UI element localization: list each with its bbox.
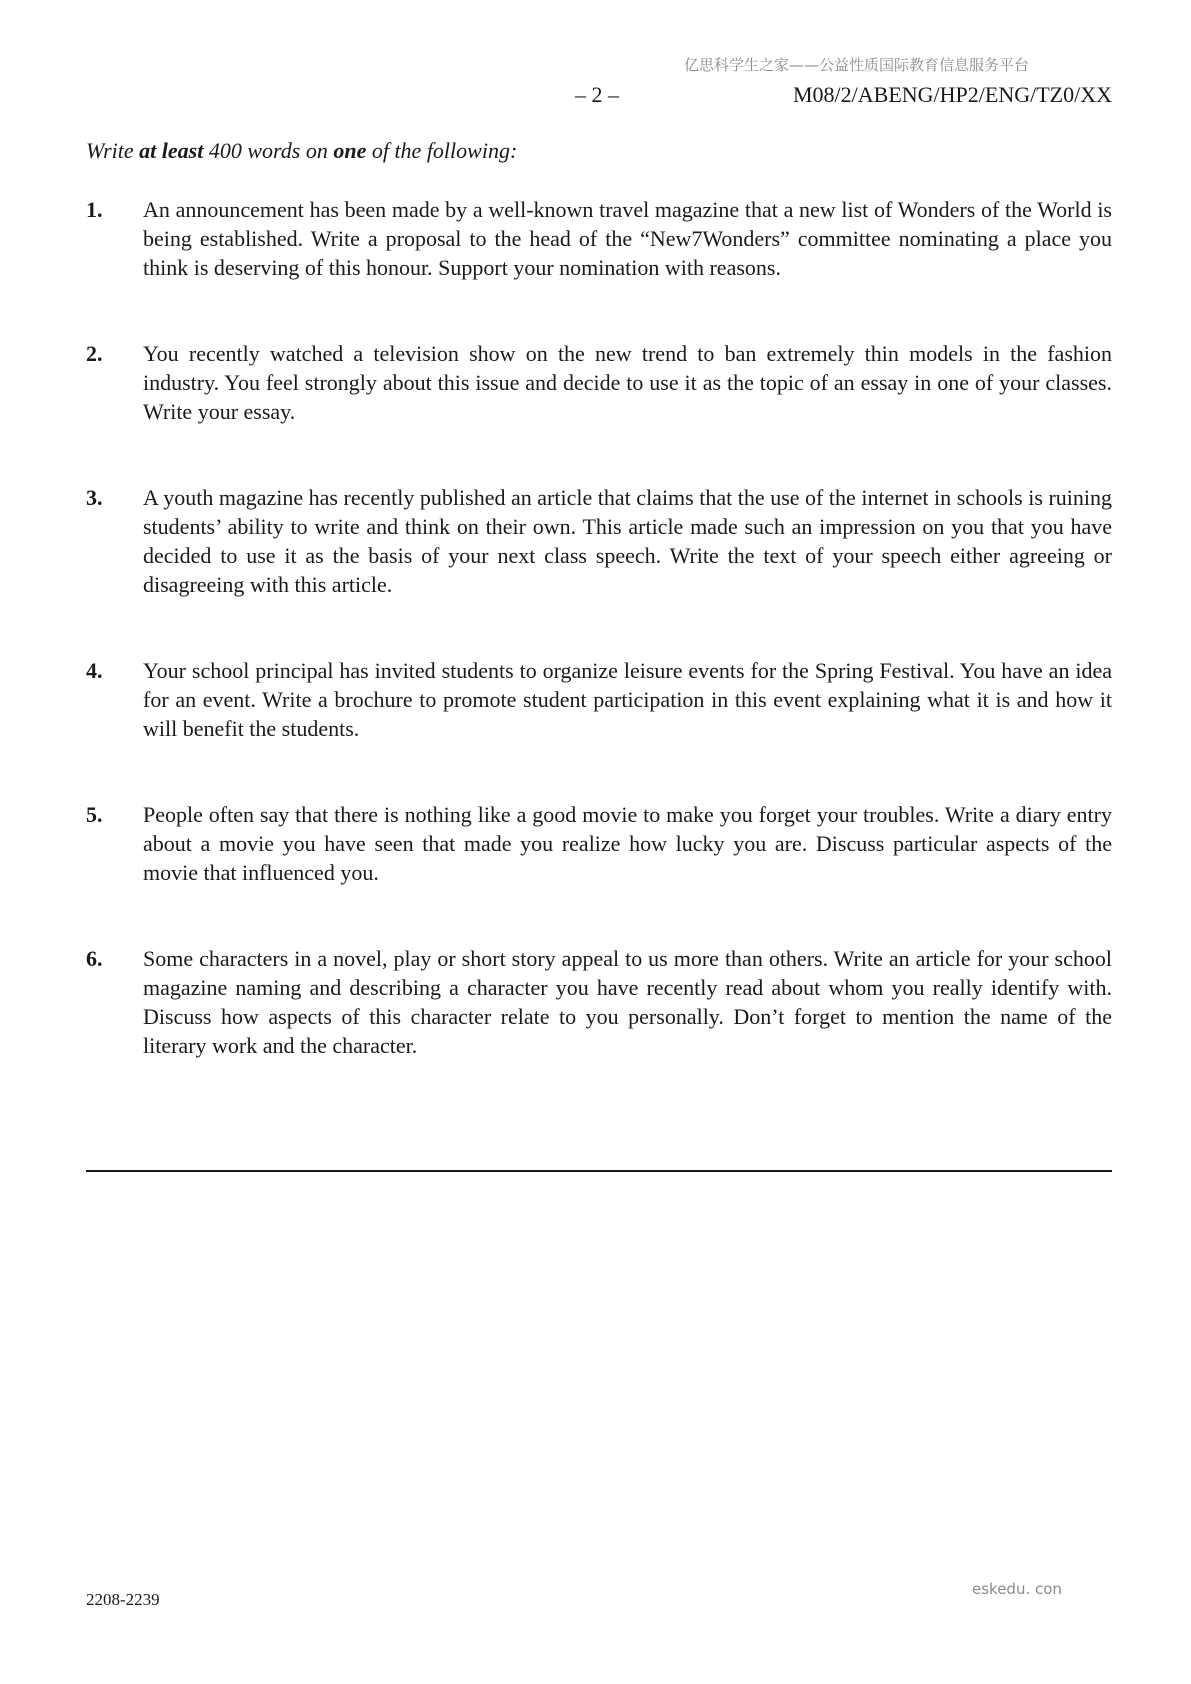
instruction-text: 400 words on (203, 138, 334, 163)
footer-watermark: eskedu. con (972, 1580, 1062, 1598)
question-2 (86, 339, 1112, 426)
instruction-text: of the following: (366, 138, 518, 163)
question-text: An announcement has been made by a well-known travel magazine that a new list of Wonders of the World is being established. Write a proposal to the head of the “New7Wonders” committee nominating a place you think is deserving of this honour. Support your nomination with reasons. (143, 197, 1112, 280)
question-text: Your school principal has invited students to organize leisure events for the Spring Festival. You have an idea for an event. Write a brochure to promote student participation in this event explaining what it is and how it will benefit the students. (143, 658, 1112, 741)
question-number: 1. (86, 197, 103, 222)
page-number: – 2 – (575, 82, 619, 107)
question-1 (86, 195, 1112, 282)
question-number: 3. (86, 485, 103, 510)
question-text: A youth magazine has recently published an article that claims that the use of the internet in schools is ruining students’ ability to write and think on their own. This article made such an impression on you that you have decided to use it as the basis of your next class speech. Write the text of your speech either agreeing or disagreeing with this article. (143, 485, 1112, 597)
exam-code: M08/2/ABENG/HP2/ENG/TZ0/XX (793, 82, 1112, 107)
footer-code: 2208-2239 (86, 1590, 160, 1609)
end-rule (86, 1170, 1112, 1172)
question-text: People often say that there is nothing like a good movie to make you forget your troubles. Write a diary entry about a movie you have seen that made you realize how lucky you are. Discuss particular aspects of the movie that influenced you. (143, 802, 1112, 885)
question-6 (86, 944, 1112, 1060)
question-number: 5. (86, 802, 103, 827)
instruction-text: Write (86, 138, 140, 163)
header-watermark: 亿思科学生之家——公益性质国际教育信息服务平台 (684, 56, 1030, 74)
question-3 (86, 483, 1112, 599)
question-number: 6. (86, 946, 103, 971)
question-5 (86, 800, 1112, 887)
question-number: 2. (86, 341, 103, 366)
question-text: Some characters in a novel, play or short story appeal to us more than others. Write an article for your school magazine naming and describing a character you have recently read about whom you really identify with. Discuss how aspects of this character relate to you personally. Don’t forget to mention the name of the literary work and the character. (143, 946, 1112, 1058)
instruction (86, 138, 517, 164)
instruction-emphasis: one (333, 138, 367, 163)
question-number: 4. (86, 658, 103, 683)
instruction-emphasis: at least (139, 138, 204, 163)
question-4 (86, 656, 1112, 743)
question-text: You recently watched a television show on the new trend to ban extremely thin models in the fashion industry. You feel strongly about this issue and decide to use it as the topic of an essay in one of your classes. Write your essay. (143, 341, 1112, 424)
